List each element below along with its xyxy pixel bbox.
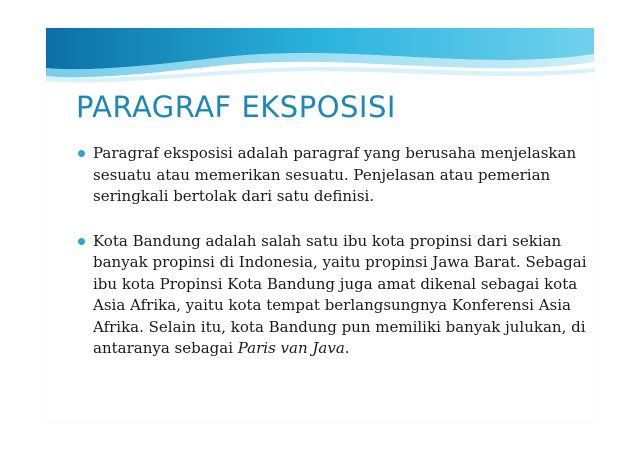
bullet-text: Paragraf eksposisi adalah paragraf yang berusaha menjelaskan sesuatu atau memerikan sesuatu. Penjelasan atau pemerian seringkali bertolak dari satu definisi.	[93, 144, 577, 205]
bullet-list	[78, 143, 588, 360]
bullet-item	[78, 143, 588, 208]
bullet-dot-icon	[78, 238, 85, 245]
bullet-text: Kota Bandung adalah salah satu ibu kota propinsi dari sekian banyak propinsi di Indonesia, yaitu propinsi Jawa Barat. Sebagai ibu kota Propinsi Kota Bandung juga amat dikenal sebagai kota Asia Afrika, yaitu kota tempat berlangsungnya Konferensi Asia Afrika. Selain itu, kota Bandung pun memiliki banyak julukan, di antaranya sebagai	[93, 231, 587, 357]
slide-content	[46, 28, 594, 422]
header-wave-decoration	[46, 28, 594, 90]
slide-title: PARAGRAF EKSPOSISI	[76, 90, 396, 124]
bullet-dot-icon	[78, 150, 85, 157]
bullet-text-italic: Paris van Java	[237, 339, 345, 357]
bullet-item	[78, 231, 588, 360]
bullet-text-end: .	[344, 339, 350, 357]
